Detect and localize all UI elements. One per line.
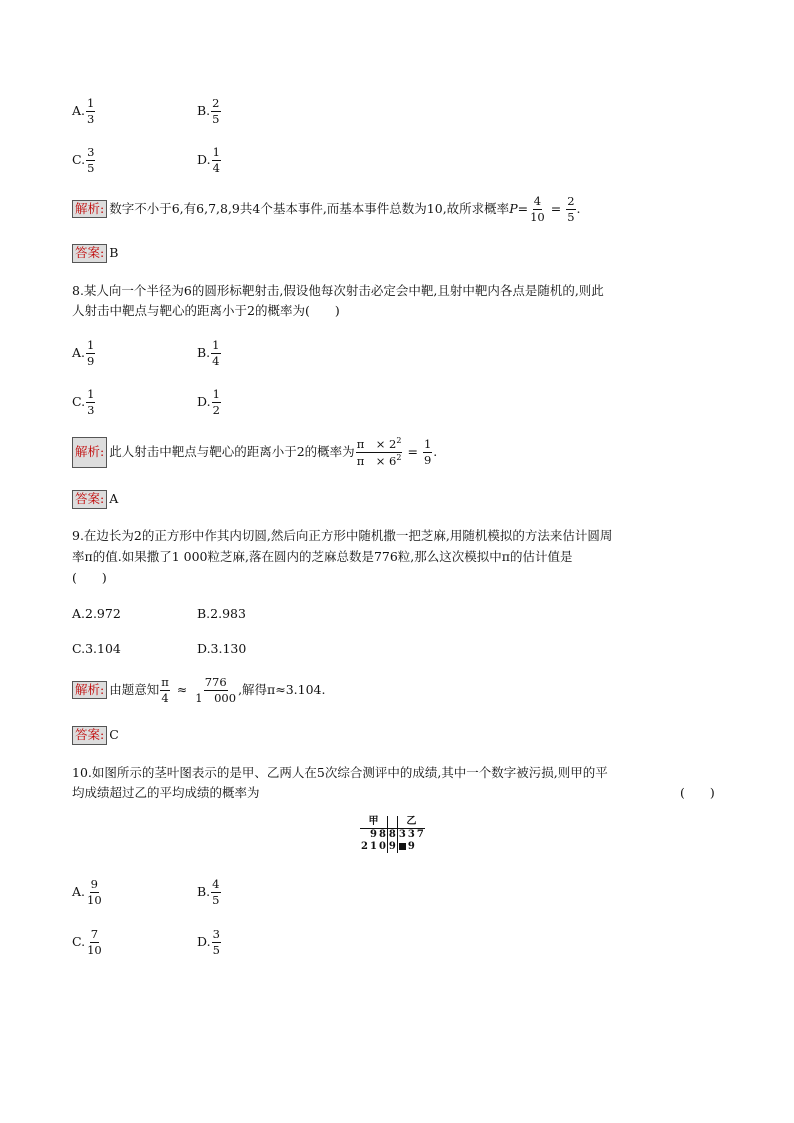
q9-stem-line1: 9.在边长为2的正方形中作其内切圆,然后向正方形中随机撒一把芝麻,用随机模拟的方法来估计圆周 (72, 528, 613, 543)
q10-option-b: B. $\frac{4}{5}$ (197, 877, 220, 907)
q9-analysis: 解析: 由题意知 $\frac{\pi}{4}$ ≈ $\frac{776}{1 000}$ ,解得π≈3.104. (72, 676, 325, 704)
q8-option-c: C. $\frac{1}{3}$ (72, 387, 95, 417)
stem-row: 2 1 0 9 9 (361, 841, 415, 852)
q9-stem-line2: 率π的值.如果撒了1 000粒芝麻,落在圆内的芝麻总数是776粒,那么这次模拟中π的估计值是 (72, 549, 573, 564)
q7-option-c: C. $\frac{3}{5}$ (72, 145, 95, 175)
q8-analysis: 解析: 此人射击中靶点与靶心的距离小于2的概率为 $\frac{\pi \times 2^2}{\pi \times 6^2}$ = $\frac{1}{9}$ . (72, 437, 437, 468)
analysis-tag: 解析: (72, 681, 107, 700)
left-header: 甲 (360, 816, 387, 829)
q10-option-c: C. $\frac{7}{10}$ (72, 927, 102, 957)
q10-paren: ( ) (680, 785, 715, 800)
stem-leaf-plot (360, 816, 425, 853)
q10-option-d: D. $\frac{3}{5}$ (197, 927, 220, 957)
q10-stem-line1: 10.如图所示的茎叶图表示的是甲、乙两人在5次综合测评中的成绩,其中一个数字被污损,则甲的平 (72, 765, 608, 780)
answer-tag: 答案: (72, 490, 107, 509)
q7-analysis: 解析: 数字不小于6,有6,7,8,9共4个基本事件,而基本事件总数为10,故所求概率 P= $\frac{4}{10}$ = $\frac{2}{5}$ . (72, 195, 581, 223)
q7-answer: 答案: B (72, 244, 118, 263)
analysis-tag: 解析: (72, 437, 107, 468)
q9-answer: 答案: C (72, 726, 119, 745)
q7-option-b: B. $\frac{2}{5}$ (197, 96, 220, 126)
q10-stem-line2: 均成绩超过乙的平均成绩的概率为 (72, 785, 260, 800)
stem-row: 9 8 8 3 3 7 (369, 829, 424, 840)
q9-stem-line3: ( ) (72, 570, 107, 585)
analysis-tag: 解析: (72, 200, 107, 219)
q7-option-d: D. $\frac{1}{4}$ (197, 145, 220, 175)
smudged-digit (399, 843, 406, 850)
q7-option-a: A. $\frac{1}{3}$ (72, 96, 95, 126)
right-header: 乙 (397, 816, 424, 829)
q10-option-a: A. $\frac{9}{10}$ (72, 877, 102, 907)
q9-option-d: D.3.130 (197, 641, 247, 656)
answer-tag: 答案: (72, 244, 107, 263)
q8-option-b: B. $\frac{1}{4}$ (197, 338, 220, 368)
answer-tag: 答案: (72, 726, 107, 745)
q9-option-b: B.2.983 (197, 606, 246, 621)
q8-answer: 答案: A (72, 490, 118, 509)
q9-option-a: A.2.972 (72, 606, 121, 621)
q8-option-a: A. $\frac{1}{9}$ (72, 338, 95, 368)
q9-option-c: C.3.104 (72, 641, 121, 656)
q8-stem-line2: 人射击中靶点与靶心的距离小于2的概率为( ) (72, 303, 340, 318)
q8-option-d: D. $\frac{1}{2}$ (197, 387, 220, 417)
q8-stem-line1: 8.某人向一个半径为6的圆形标靶射击,假设他每次射击必定会中靶,且射中靶内各点是随机的,则此 (72, 283, 604, 298)
